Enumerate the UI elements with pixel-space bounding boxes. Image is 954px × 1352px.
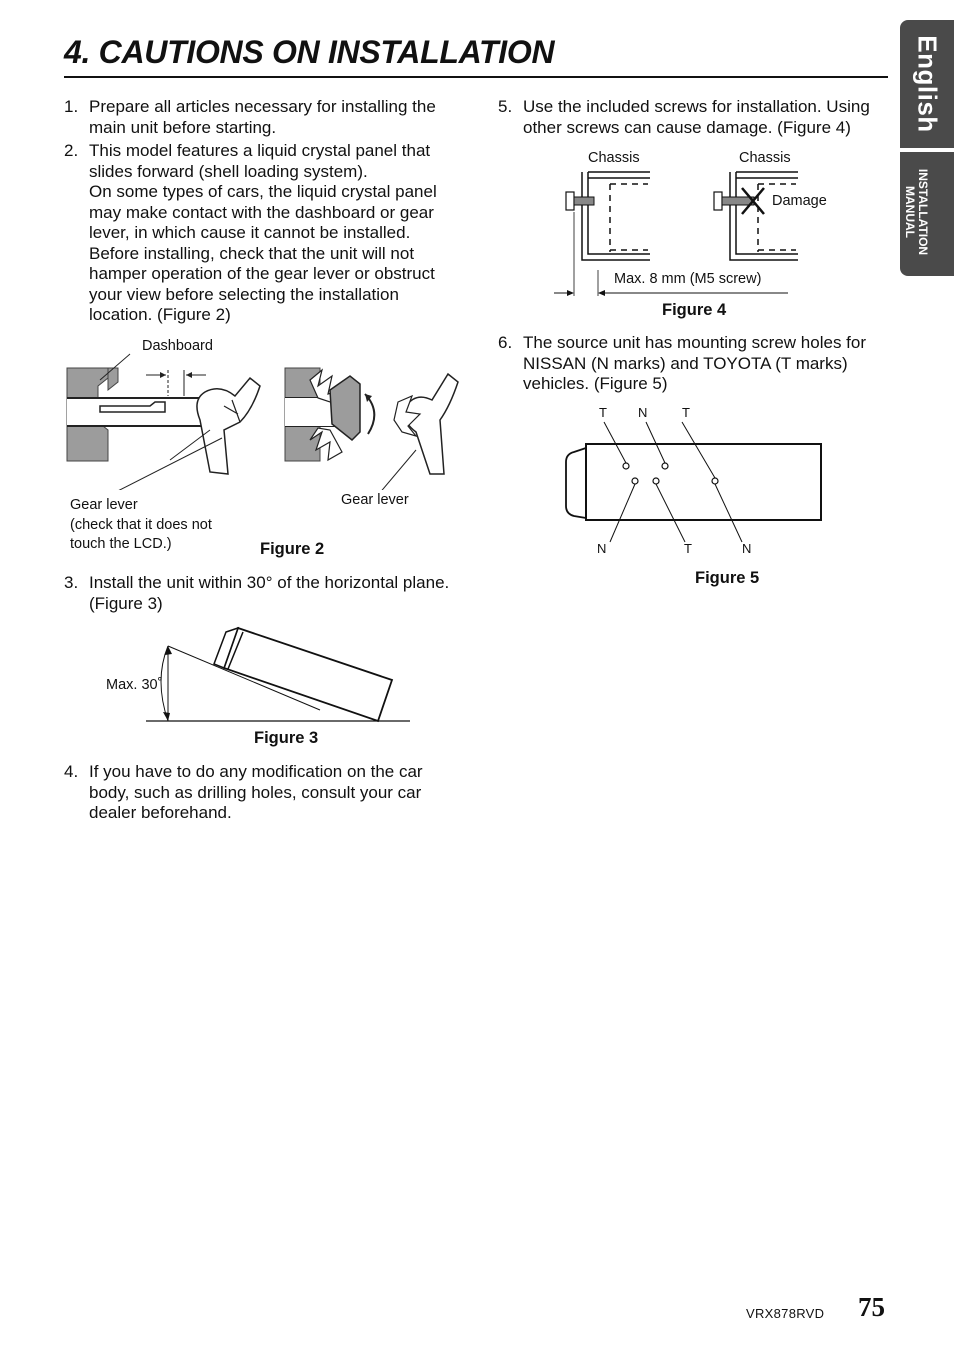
section-tab-line1: INSTALLATION: [916, 168, 930, 256]
item-text-continued: On some types of cars, the liquid crystal panel may make contact with the dashboard or gear lever, in which cause it cannot be installed. Before installing, check that the unit will not hamper operation of the gear lever or obstruct your view before selecting the installation location. (Figure 2): [89, 182, 437, 324]
figure-4-label-damage: Damage: [772, 193, 827, 209]
figure-3-illustration: [140, 620, 415, 730]
figure-4-label-max: Max. 8 mm (M5 screw): [614, 271, 762, 287]
figure-5-mark-t: T: [599, 405, 607, 420]
item-text: The source unit has mounting screw holes for NISSAN (N marks) and TOYOTA (T marks) vehicles. (Figure 5): [523, 333, 867, 393]
figure-5-mark-n: N: [742, 541, 752, 556]
item-text: Prepare all articles necessary for installing the main unit before starting.: [89, 97, 436, 137]
item-text: Use the included screws for installation. Using other screws can cause damage. (Figure 4): [523, 97, 870, 137]
figure-2-caption: Figure 2: [260, 540, 325, 558]
figure-2-label-gear-left: Gear lever: [70, 497, 138, 513]
item-text: Install the unit within 30° of the horizontal plane. (Figure 3): [89, 573, 450, 613]
figure-5-mark-n: N: [638, 405, 648, 420]
figure-4-caption: Figure 4: [662, 301, 727, 319]
figure-5-mark-t: T: [684, 541, 692, 556]
figure-5-mark-t: T: [682, 405, 690, 420]
figure-5-caption: Figure 5: [695, 569, 760, 587]
figure-2-label-gear-left-note: (check that it does not: [70, 517, 212, 533]
figure-3-caption: Figure 3: [254, 729, 319, 747]
figure-5-mark-n: N: [597, 541, 607, 556]
page-title: 4. CAUTIONS ON INSTALLATION: [64, 34, 555, 70]
section-tab-line2: MANUAL: [903, 186, 917, 238]
item-text: If you have to do any modification on the car body, such as drilling holes, consult your car dealer beforehand.: [89, 762, 423, 822]
figure-2-label-gear-right: Gear lever: [341, 492, 409, 508]
section-tab-label: [903, 169, 929, 255]
figure-5-illustration: [560, 400, 830, 560]
figure-2-label-gear-left-note-2: touch the LCD.): [70, 536, 172, 552]
figure-4-label-chassis-left: Chassis: [588, 150, 640, 166]
figure-3-label-angle: Max. 30˚: [106, 677, 163, 693]
language-tab-label: English: [912, 35, 943, 133]
item-text: This model features a liquid crystal panel that slides forward (shell loading system).: [89, 141, 431, 181]
figure-4-label-chassis-right: Chassis: [739, 150, 791, 166]
title-underline: [64, 76, 888, 78]
figure-2-illustration: [60, 340, 460, 490]
model-number: VRX878RVD: [746, 1306, 825, 1321]
figure-2-label-dashboard: Dashboard: [142, 338, 213, 354]
page-number: 75: [858, 1292, 885, 1322]
